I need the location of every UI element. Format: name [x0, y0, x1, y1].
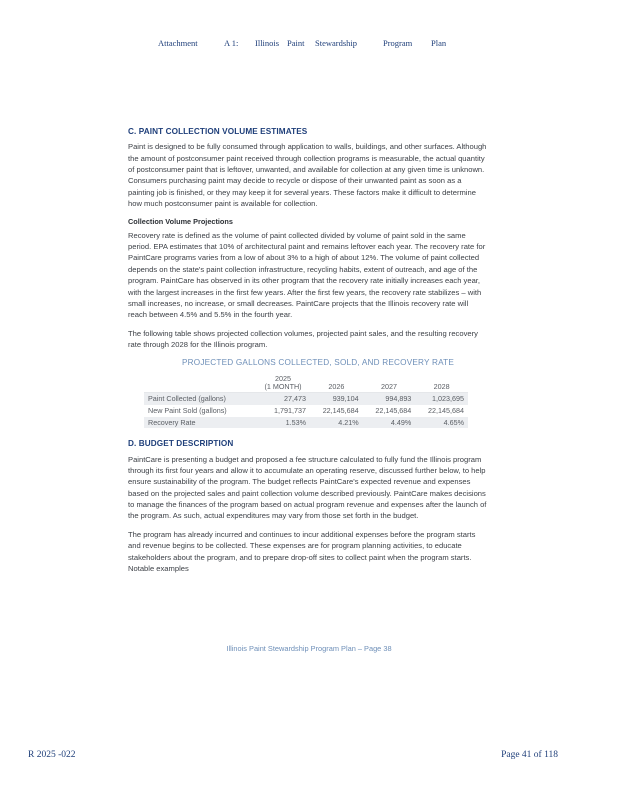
section-d-paragraph-2: The program has already incurred and continues to incur additional expenses before the program starts and revenue begins to be collected. These expenses are for program planning activities, to educate stakeholders about the program, and to prepare drop-off sites to collect paint when the program starts. Notable examples: [128, 529, 476, 574]
table-cell: 994,893: [363, 393, 416, 405]
section-c-paragraph-3: The following table shows projected collection volumes, projected paint sales, and the resulting recovery rate through 2028 for the Illinois program.: [128, 328, 478, 350]
table-cell: 22,145,684: [375, 405, 412, 415]
table-header-cell: 2025 (1 MONTH): [256, 374, 310, 393]
table-header-cell: 2027: [363, 374, 416, 393]
projection-table: [144, 374, 468, 428]
collection-volume-subhead: Collection Volume Projections: [128, 216, 233, 226]
table-cell: 939,104: [310, 393, 363, 405]
table-cell: Paint Collected (gallons): [144, 393, 256, 405]
header-word-paint: Paint: [287, 38, 305, 48]
table-cell: 1,023,695: [415, 393, 468, 405]
table-cell: 22,145,684: [322, 405, 359, 415]
table-cell: 22,145,684: [428, 405, 464, 415]
table-cell: New Paint Sold (gallons): [148, 405, 227, 415]
header-word-illinois: Illinois: [255, 38, 280, 48]
header-word-program: Program: [383, 38, 413, 48]
table-row: [144, 405, 468, 417]
table-header-cell: [144, 374, 256, 393]
table-cell: 4.65%: [415, 417, 468, 429]
section-d-title: D. BUDGET DESCRIPTION: [128, 439, 234, 449]
table-cell: 1.53%: [256, 417, 310, 429]
section-c-title: C. PAINT COLLECTION VOLUME ESTIMATES: [128, 127, 308, 136]
table-cell: 1,791,737: [274, 405, 307, 415]
table-cell: 4.49%: [363, 417, 416, 429]
section-d-paragraph-1: PaintCare is presenting a budget and proposed a fee structure calculated to fully fund the Illinois program through its first four years and allow it to accumulate an operating reserve, discussed further below, to help ensure sustainability of the program. The budget reflects PaintCare's expected revenue and expenses based on the projected sales and paint collection volume described previously. PaintCare makes decisions to manage the finances of the program based on actual program revenue and expenses after the launch of the program. As such, actual expenditures may vary from those set forth in the budget.: [128, 454, 487, 521]
section-c-paragraph-2: Recovery rate is defined as the volume of paint collected divided by volume of paint sold in the same period. EPA estimates that 10% of architectural paint and remains leftover each year. The recovery rate for PaintCare programs varies from a low of about 3% to a high of about 12%. The volume of paint collected depends on the state's paint collection infrastructure, recycling habits, extent of outreach, and age of the program. PaintCare has observed in its other program that the recovery rate initially increases each year, with the largest increases in the first few years. After the first few years, the recovery rate stabilizes – with small increases, no increase, or small decreases. PaintCare projects that the Illinois recovery rate will reach between 4.5% and 5.5% in the fourth year.: [128, 230, 486, 320]
header-word-stewardship: Stewardship: [315, 38, 358, 48]
document-body: [128, 126, 488, 581]
table-title: PROJECTED GALLONS COLLECTED, SOLD, AND RECOVERY RATE: [181, 358, 454, 368]
document-reference: R 2025 -022: [28, 750, 76, 760]
page-footer: Illinois Paint Stewardship Program Plan – Page 38: [226, 644, 392, 653]
table-row: [144, 417, 468, 429]
table-header-row: [144, 374, 468, 393]
attachment-header: [0, 38, 618, 52]
section-c-paragraph-1: Paint is designed to be fully consumed through application to walls, buildings, and other surfaces. Although the amount of postconsumer paint received through collection programs is measurable, the actual quantity of postconsumer paint that is leftover, unwanted, and available for collection at any given time is unknown. Consumers purchasing paint may decide to recycle or dispose of their unwanted paint as soon as a painting job is finished, or they may keep it for several years. These factors make it difficult to determine how much postconsumer paint is available for collection.: [128, 142, 487, 209]
page-number: Page 41 of 118: [501, 750, 558, 760]
header-attachment: Attachment: [158, 38, 198, 48]
table-header-cell: 2026: [310, 374, 363, 393]
table-cell: 27,473: [256, 393, 310, 405]
header-code: A 1:: [224, 38, 239, 48]
header-word-plan: Plan: [431, 38, 447, 48]
table-cell: Recovery Rate: [144, 417, 256, 429]
table-header-cell: 2028: [415, 374, 468, 393]
table-row: [144, 393, 468, 405]
table-cell: 4.21%: [310, 417, 363, 429]
